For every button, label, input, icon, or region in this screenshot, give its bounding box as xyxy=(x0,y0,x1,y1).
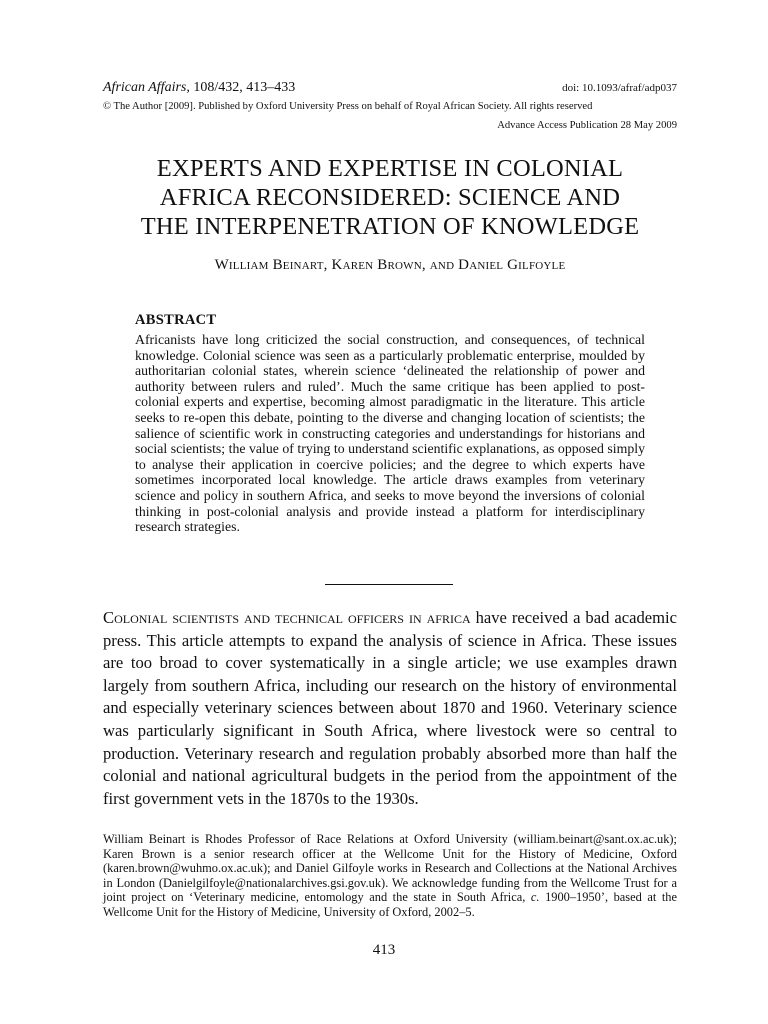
volume-pages: , 108/432, 413–433 xyxy=(186,80,296,95)
article-title xyxy=(90,154,690,241)
abstract-text: Africanists have long criticized the social construction, and consequences, of technical knowledge. Colonial science was seen as a particularly problematic enterprise, moulded by authoritarian colonial states, wherein science ‘delineated the relationship of power and authority between rulers and ruled’. Much the same critique has been applied to post-colonial experts and expertise, becoming almost paradigmatic in the literature. This article seeks to re-open this debate, pointing to the diverse and changing location of scientists; the salience of scientific work in constructing categories and understandings for historians and social scientists; the value of trying to understand scientific explanations, as opposed simply to analyse their application in coercive policies; and the degree to which experts have sometimes incorporated local knowledge. The article draws examples from veterinary science and policy in southern Africa, and seeks to move beyond the inversions of colonial thinking in post-colonial analysis and provide instead a platform for interdisciplinary research strategies. xyxy=(135,332,645,535)
author-footnote xyxy=(103,832,677,920)
section-divider xyxy=(325,584,453,585)
author-list: William Beinart, Karen Brown, and Daniel Gilfoyle xyxy=(214,257,566,273)
title-line: EXPERTS AND EXPERTISE IN COLONIAL xyxy=(156,155,624,182)
footnote-text: William Beinart is Rhodes Professor of Race Relations at Oxford University (william.beinart@sant.ox.ac.uk); Karen Brown is a senior research officer at the Wellcome Unit for the History of Medicine, Oxford (karen.brown@wuhmo.ox.ac.uk); and Daniel Gilfoyle works in Research and Collections at the National Archives in London (Danielgilfoyle@nationalarchives.gsi.gov.uk). We acknowledge funding from the Wellcome Trust for a joint project on ‘Veterinary medicine, entomology and the state in South Africa, xyxy=(103,832,677,905)
circa-abbrev: c. xyxy=(530,890,540,905)
citation xyxy=(103,80,295,96)
small-caps-lead-in: Colonial scientists and technical officers in africa xyxy=(103,608,471,627)
doi: doi: 10.1093/afraf/adp037 xyxy=(562,82,677,94)
title-line: THE INTERPENETRATION OF KNOWLEDGE xyxy=(140,213,640,240)
body-paragraph xyxy=(103,607,677,810)
paragraph-text: have received a bad academic press. This article attempts to expand the analysis of science in Africa. These issues are too broad to cover systematically in a single article; we use examples drawn largely from southern Africa, including our research on the history of environmental and especially veterinary sciences between about 1870 and 1960. Veterinary science was particularly significant in South Africa, where livestock were so central to production. Veterinary research and regulation probably absorbed more than half the colonial and national agricultural budgets in the period from the appointment of the first government vets in the 1870s to the 1930s. xyxy=(103,608,677,808)
advance-access-line: Advance Access Publication 28 May 2009 xyxy=(497,120,677,131)
page-number: 413 xyxy=(372,942,396,958)
running-header xyxy=(103,80,677,96)
abstract-heading: ABSTRACT xyxy=(135,312,217,328)
journal-name: African Affairs xyxy=(103,80,187,95)
title-line: AFRICA RECONSIDERED: SCIENCE AND xyxy=(159,184,621,211)
copyright-line: © The Author [2009]. Published by Oxford University Press on behalf of Royal African Society. All rights reserved xyxy=(103,101,593,112)
footnote-text-end: 1900–1950’, based at the Wellcome Unit for the History of Medicine, University of Oxford, 2002–5. xyxy=(103,890,677,919)
